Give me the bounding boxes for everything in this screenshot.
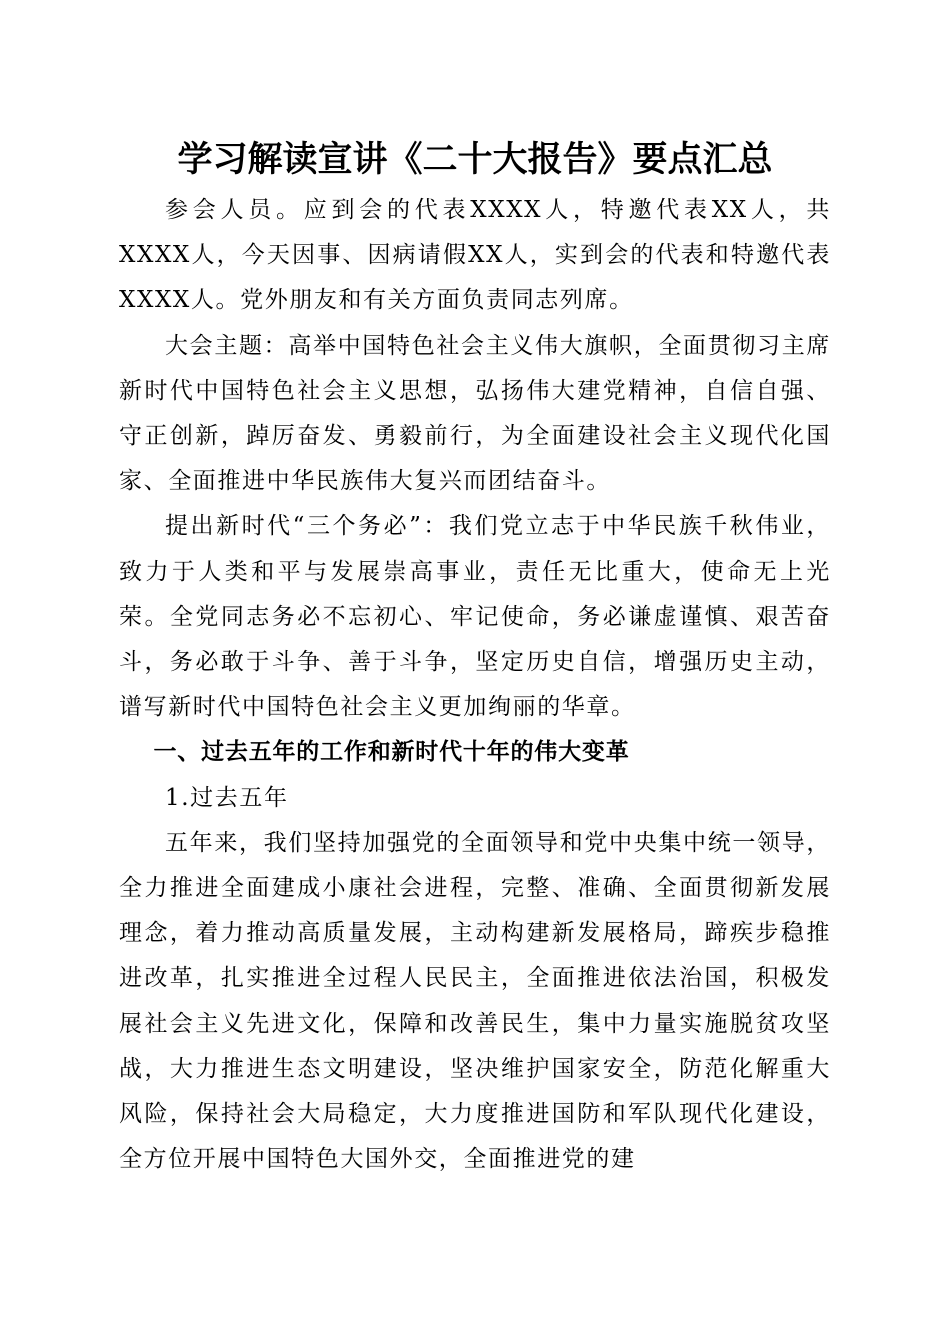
paragraph-theme: 大会主题：高举中国特色社会主义伟大旗帜，全面贯彻习主席新时代中国特色社会主义思想，弘扬伟大建党精神，自信自强、守正创新，踔厉奋发、勇毅前行，为全面建设社会主义现代化国家、全面推进中华民族伟大复兴而团结奋斗。 (119, 332, 831, 495)
document-title: 学习解读宣讲《二十大报告》要点汇总 (177, 139, 773, 180)
paragraph-three-musts: 提出新时代“三个务必”：我们党立志于中华民族千秋伟业，致力于人类和平与发展崇高事业，责任无比重大，使命无上光荣。全党同志务必不忘初心、牢记使命，务必谦虚谨慎、艰苦奋斗，务必敢于斗争、善于斗争，坚定历史自信，增强历史主动，谱写新时代中国特色社会主义更加绚丽的华章。 (119, 513, 831, 721)
paragraph-attendance: 参会人员。应到会的代表XXXX人，特邀代表XX人，共XXXX人，今天因事、因病请假XX人，实到会的代表和特邀代表XXXX人。党外朋友和有关方面负责同志列席。 (119, 197, 831, 314)
document-body (119, 132, 831, 1182)
section-heading: 一、过去五年的工作和新时代十年的伟大变革 (153, 739, 630, 766)
subsection-heading: 1.过去五年 (165, 784, 289, 811)
paragraph-past-five-years: 五年来，我们坚持加强党的全面领导和党中央集中统一领导，全力推进全面建成小康社会进程，完整、准确、全面贯彻新发展理念，着力推动高质量发展，主动构建新发展格局，蹄疾步稳推进改革，扎实推进全过程人民民主，全面推进依法治国，积极发展社会主义先进文化，保障和改善民生，集中力量实施脱贫攻坚战，大力推进生态文明建设，坚决维护国家安全，防范化解重大风险，保持社会大局稳定，大力度推进国防和军队现代化建设，全方位开展中国特色大国外交，全面推进党的建 (119, 829, 831, 1173)
